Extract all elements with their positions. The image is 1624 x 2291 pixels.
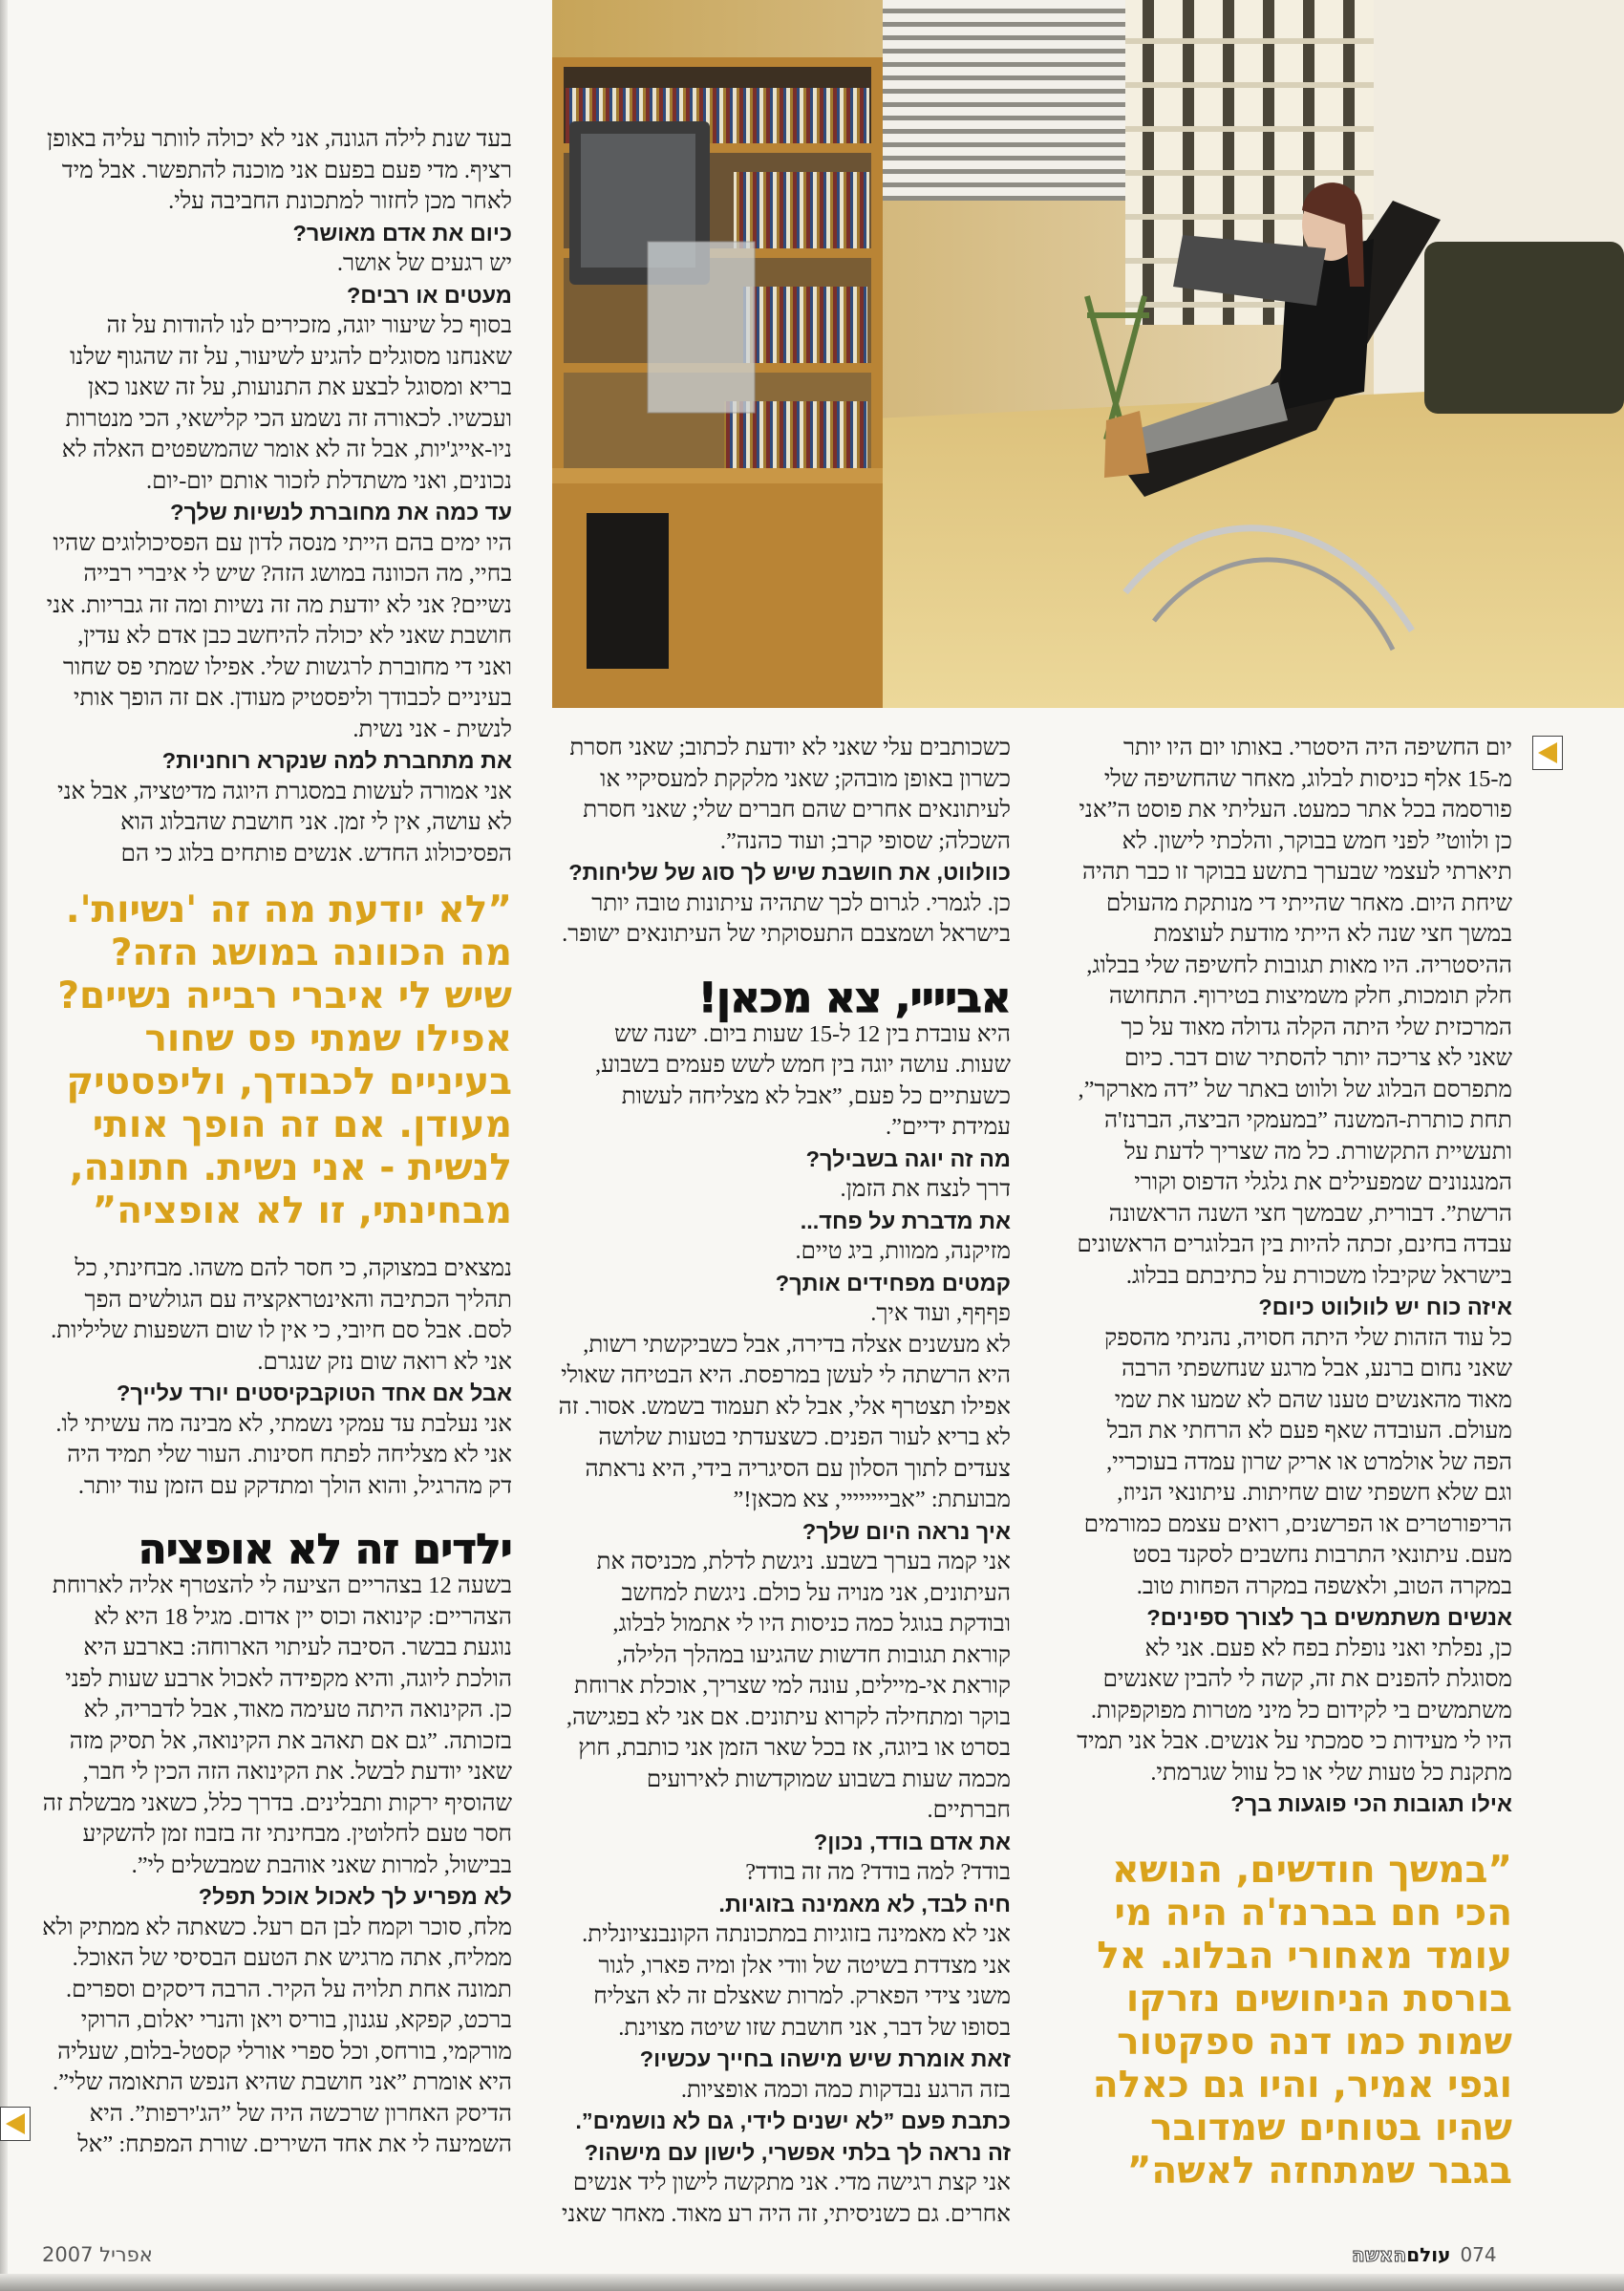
photo-sofa [1424,242,1624,414]
interview-question: זאת אומרת שיש מישהו בחייך עכשיו? [639,2046,1011,2071]
body-paragraph: דרך לנצח את הזמן. [840,1176,1011,1202]
magazine-logo [1352,2243,1450,2266]
article-column-right [1077,733,1512,1820]
interview-question: אילו תגובות הכי פוגעות בך? [1230,1791,1512,1816]
page-footer [1352,2243,1497,2266]
pull-quote-line: מעודן. אם זה הופך אותי [92,1103,512,1146]
interview-question: כיום את אדם מאושר? [292,220,512,246]
body-paragraph: כשכותבים עלי שאני לא יודעת לכתוב; שאני חסרת כשרון באופן מובהק; שאני מלקקת למעסיקיי או לעיתונאים אחרים שהם חברים שלי; שאני חסרת השכלה; שסופי קרב; ועוד כהנה”. [569,735,1011,854]
body-paragraph: היו ימים בהם הייתי מנסה לדון עם הפסיכולוגים שהיו בחיי, מה הכוונה במושג הזה? שיש לי איברי רבייה נשיים? אני לא יודעת מה זה נשיות ומה זה גבריות. אני חושבת שאני לא יכולה להיחשב כבן אדם לא עדין, ואני די מחוברת לרגשות שלי. אפילו שמתי פס שחור בעיניים לכבודך וליפסטיק מעודן. אם זה הופך אותי לנשית - אני נשית. [46,529,512,742]
interview-question: אנשים משתמשים בך לצורך ספינים? [1146,1605,1512,1630]
pull-quote-line: שהיו בטוחים שמדובר [1150,2106,1512,2150]
body-paragraph: בזה הרגע נבדקות כמה וכמה אופציות. [680,2076,1011,2103]
photo-cd-rack [648,242,755,413]
interview-question: חיה לבד, לא מאמינה בזוגיות. [718,1891,1011,1916]
interview-question: לא מפריע לך לאכול אוכל תפל? [198,1884,512,1909]
body-paragraph: היא עובדת בין 12 ל-15 שעות ביום. ישנה שש שעות. עושה יוגה בין חמש לשש פעמים בשבוע, כשעתיים כל פעם, ”אבל לא מצליחה לעשות עמידת ידיים”. [594,1020,1011,1140]
body-paragraph: מלח, סוכר וקמח לבן הם רעל. כשאתה לא ממתיק ולא ממליח, אתה מרגיש את הטעם הבסיסי של האוכל. תמונה אחת תלויה על הקיר. הרבה דיסקים וספרים. ברכט, קפקא, עגנון, בוריס ויאן והנרי יאלום, הרוקי מורקמי, בורחס, וכל ספרי אורלי קסטל-בלום, שעליה היא אומרת ”אני חושבת שהיא הנפש התאומה שלי”. הדיסק האחרון שרכשה היה של ”הג'ירפות”. היא השמיעה לי את אחד השירים. שורת המפתח: ”אל [42,1914,512,2157]
section-heading: ילדים זה לא אופציה [138,1526,512,1574]
interview-question: איך נראה היום שלך? [801,1518,1011,1544]
pull-quote-line: אפילו שמתי פס שחור [144,1017,512,1060]
pull-quote-line: שיש לי איברי רבייה נשיים? [57,974,512,1017]
body-paragraph: בעד שנת לילה הגונה, אני לא יכולה לוותר עליה באופן רציף. מדי פעם בפעם אני מוכנה להתפשר. אבל מיד לאחר מכן לחזור למתכונת החביבה עלי. [46,126,512,214]
pull-quote-left [40,889,512,1232]
body-paragraph: בודד? למה בודד? מה זה בודד? [745,1859,1011,1885]
issue-date: אפריל 2007 [42,2243,153,2266]
photo-window-blinds [883,0,1125,201]
pull-quote-line: וגפי אמיר, והיו גם כאלה [1092,2063,1512,2107]
pull-quote-line: ”לא יודעת מה זה 'נשיות'. [65,889,512,931]
interview-question: מה זה יוגה בשבילך? [805,1146,1011,1171]
continue-arrow-right [1532,736,1563,770]
body-paragraph: אני אמורה לעשות במסגרת היוגה מדיטציה, אבל אני לא עושה, אין לי זמן. אני חושבת שהבלוג הוא הפסיכולוג החדש. אנשים פותחים בלוג כי הם [57,778,512,867]
continue-arrow-left [0,2107,31,2141]
body-paragraph: יום החשיפה היה היסטרי. באותו יום היו יותר מ-15 אלף כניסות לבלוג, מאחר שהחשיפה שלי פורסמה בכל אתר כמעט. העליתי את פוסט ה”אני כן ולווט” לפני חמש בבוקר, והלכתי לישון. לא תיארתי לעצמי שבערך בתשע בבוקר זו כבר תהיה שיחת היום. מאחר שהייתי די מנותקת מהעולם במשך חצי שנה לא הייתי מודעת לעוצמת ההיסטריה. היו מאות תגובות לחשיפה שלי בבלוג, חלק תומכות, חלק משמיצות בטירוף. התחושה המרכזית שלי היתה הקלה גדולה מאוד על כך שאני לא צריכה יותר להסתיר שום דבר. כיום מתפרסם הבלוג של ולווט באתר של ”דה מארקר”, תחת כותרת-המשנה ”במעמקי הביצה, הברנז'ה ותעשיית התקשורת. כל מה שצריך לדעת על המנגנונים שמפעילים את גלגלי הדפוס וקורי הרשת”. דבורית, שבמשך חצי השנה הראשונה עבדה בחינם, זכתה להיות בין הבלוגרים הראשונים בישראל שקיבלו משכורת על כתיבתם בבלוג. [1077,735,1512,1289]
photo-illustration [552,0,1624,708]
pull-quote-right [1077,1849,1512,2193]
pull-quote-line: הכי חם בברנז'ה היה מי [1114,1891,1512,1935]
body-paragraph: כן, נפלתי ואני נופלת בפח לא פעם. אני לא מסוגלת להפנים את זה, קשה לי להבין שאנשים משתמשים בי לקידום כל מיני מטרות מפוקפקות. היו לי מעידות כי סמכתי על אנשים. אבל אני תמיד מתקנת כל טעות שלי או כל עוול שגרמתי. [1077,1635,1512,1786]
pull-quote-line: בורסת הניחושים נזרקו [1125,1977,1512,2021]
article-stack-left [40,124,512,2161]
article-stack-right [1077,733,1512,2193]
article-stack-middle [558,733,1011,2230]
body-paragraph: פףףף, ועוד איך. [870,1300,1011,1326]
section-heading: אביייי, צא מכאן! [698,974,1011,1022]
body-paragraph: כל עוד הזהות שלי היתה חסויה, נהניתי מהספק שאני נחום ברנע, אבל מרגע שנחשפתי הרבה מאוד מהאנשים טענו שהם לא שמעו את שמי מעולם. העובדה שאף פעם לא הרחתי את הבל הפה של אולמרט או אריק שרון עמדה בעוכריי, וגם שלא חשפתי שום שחיתות. עיתונאי הניוז, הריפורטרים או הפרשנים, רואים עצמם כמורמים מעם. עיתונאי התרבות נחשבים לסקנד בסט במקרה הטוב, ולאשפה במקרה הפחות טוב. [1083,1324,1512,1599]
article-column-left-top [40,124,512,869]
body-paragraph: אני לא מאמינה בזוגיות במתכונתה הקונבנציונלית. אני מצדדת בשיטה של וודי אלן ומיה פארו, לגור משני צידי הפארק. למרות שאצלם זה לא הצליח בסופו של דבר, אני חושבת שזו שיטה מצוינת. [582,1921,1011,2041]
interview-question: את מדברת על פחד... [800,1208,1011,1233]
photo-speaker [587,513,669,669]
pull-quote-line: שמות כמו דנה ספקטור [1117,2020,1512,2064]
pull-quote-line: בעיניים לכבודך, וליפסטיק [66,1060,512,1103]
interview-question: את אדם בודד, נכון? [813,1829,1011,1854]
interview-question: קמטים מפחידים אותך? [775,1270,1011,1295]
body-paragraph: לא מעשנים אצלה בדירה, אבל כשביקשתי רשות, היא הרשתה לי לעשן במרפסת. היא הבטיחה שאולי אפילו תצטרף אלי, אבל לא תעמוד בשמש. אסור. זה לא בריא לעור הפנים. כשצעדתי בטעות שלושה צעדים לתוך הסלון עם הסיגריה בידי, היא נראתה מבועתת: ”אביייייייי, צא מכאן!” [558,1331,1011,1512]
body-paragraph: כן. לגמרי. לגרום לכך שתהיה עיתונות טובה יותר בישראל ושמצבם התעסוקתי של העיתונאים ישופר. [562,889,1011,947]
page-number: 074 [1460,2243,1497,2266]
article-column-middle [558,733,1011,2230]
interview-question: עד כמה את מחוברת לנשיות שלך? [170,500,512,525]
triangle-left-icon [1538,742,1557,763]
magazine-logo-part2: האשה [1352,2243,1407,2266]
scan-edge-bottom [0,2274,1624,2291]
body-paragraph: אני נעלבת עד עמקי נשמתי, לא מבינה מה עשיתי לו. אני לא מצליחה לפתח חסינות. העור שלי תמיד היה דק מהרגיל, והוא הולך ומתדקק עם הזמן עוד יותר. [55,1410,512,1499]
body-paragraph: מזיקנה, ממוות, ביג טיים. [795,1238,1011,1264]
body-paragraph: בשעה 12 בצהריים הציעה לי להצטרף אליה לארוחת הצהריים: קינואה וכוס יין אדום. מגיל 18 היא לא נוגעת בבשר. הסיבה לעיתוי הארוחה: בארבע היא הולכת ליוגה, והיא מקפידה לאכול ארבע שעות לפני כן. הקינואה היתה טעימה מאוד, אבל לדבריה, לא בזכותה. ”גם אם תאהב את הקינואה, אל תסיק מזה שאני יודעת לבשל. את הקינואה הזה הכין לי חבר, שהוסיף ירקות ותבלינים. בדרך כלל, כשאני מבשלת זה חסר טעם לחלוטין. מבחינתי זה בזבוז זמן להשקיע בבישול, למרות שאני אוהבת שמבשלים לי”. [42,1573,512,1878]
body-paragraph: אני קמה בערך בשבע. ניגשת לדלת, מכניסה את העיתונים, אני מנויה על כולם. ניגשת למחשב ובודקת בגוגל כמה כניסות היו לי אתמול לבלוג, קוראת תגובות חדשות שהגיעו במהלך הלילה, קוראת אי-מיילים, עונה למי שצריך, אוכלת ארוחת בוקר ומתחילה לקרוא עיתונים. אם אני לא בפגישה, בסרט או ביוגה, אז בכל שאר הזמן אני כותבת, חוץ מכמה שעות בשבוע שמוקדשות לאירועים חברתיים. [566,1549,1011,1823]
pull-quote-line: עומד מאחורי הבלוג. אל [1097,1934,1512,1978]
pull-quote-line: ”במשך חודשים, הנושא [1112,1848,1512,1892]
body-paragraph: אני קצת רגישה מדי. אני מתקשה לישון ליד אנשים אחרים. גם כשניסיתי, זה היה רע מאוד. מאחר שאני [561,2170,1011,2227]
triangle-left-icon [6,2113,25,2134]
interview-question: איזה כוח יש לוולווט כיום? [1258,1295,1512,1319]
body-paragraph: בסוף כל שיעור יוגה, מזכירים לנו להודות על זה שאנחנו מסוגלים להגיע לשיעור, על זה שהגוף שלנו בריא ומסוגל לבצע את התנועות, על זה שאנו כאן ועכשיו. לכאורה זה נשמע הכי קלישאי, הכי מנטרות ניו-אייג'יות, אבל זה לא אומר שהמשפטים האלה לא נכונים, ואני משתדלת לזכור אותם יום-יום. [61,312,512,494]
pull-quote-line: מבחינתי, זו לא אופציה” [92,1189,512,1232]
article-column-left-bottom [40,1253,512,2161]
pull-quote-line: בגבר שמתחזה לאשה” [1126,2149,1512,2193]
interview-question: כתבת פעם ”לא ישנים לידי, גם לא נושמים”. זה נראה לך בלתי אפשרי, לישון עם מישהו? [575,2109,1011,2165]
interview-question: את מתחברת למה שנקרא רוחניות? [161,748,512,773]
interview-question: מעטים או רבים? [346,282,512,308]
pull-quote-line: לנשית - אני נשית. חתונה, [69,1146,512,1189]
magazine-logo-part1: עולם [1406,2243,1451,2266]
interview-photo [552,0,1624,708]
interview-question: כוולווט, את חושבת שיש לך סוג של שליחות? [568,860,1011,885]
scan-edge-left [0,0,8,2291]
interview-question: אבל אם אחד הטוקבקיסטים יורד עלייך? [117,1381,512,1405]
body-paragraph: יש רגעים של אושר. [336,250,512,276]
pull-quote-line: מה הכוונה במושג הזה? [110,931,512,974]
body-paragraph: נמצאים במצוקה, כי חסר להם משהו. מבחינתי, כל תהליך הכתיבה והאינטראקציה עם הגולשים הפך לסם. אבל סם חיובי, כי אין לו שום השפעות שליליות. אני לא רואה שום נזק שנגרם. [51,1255,512,1375]
